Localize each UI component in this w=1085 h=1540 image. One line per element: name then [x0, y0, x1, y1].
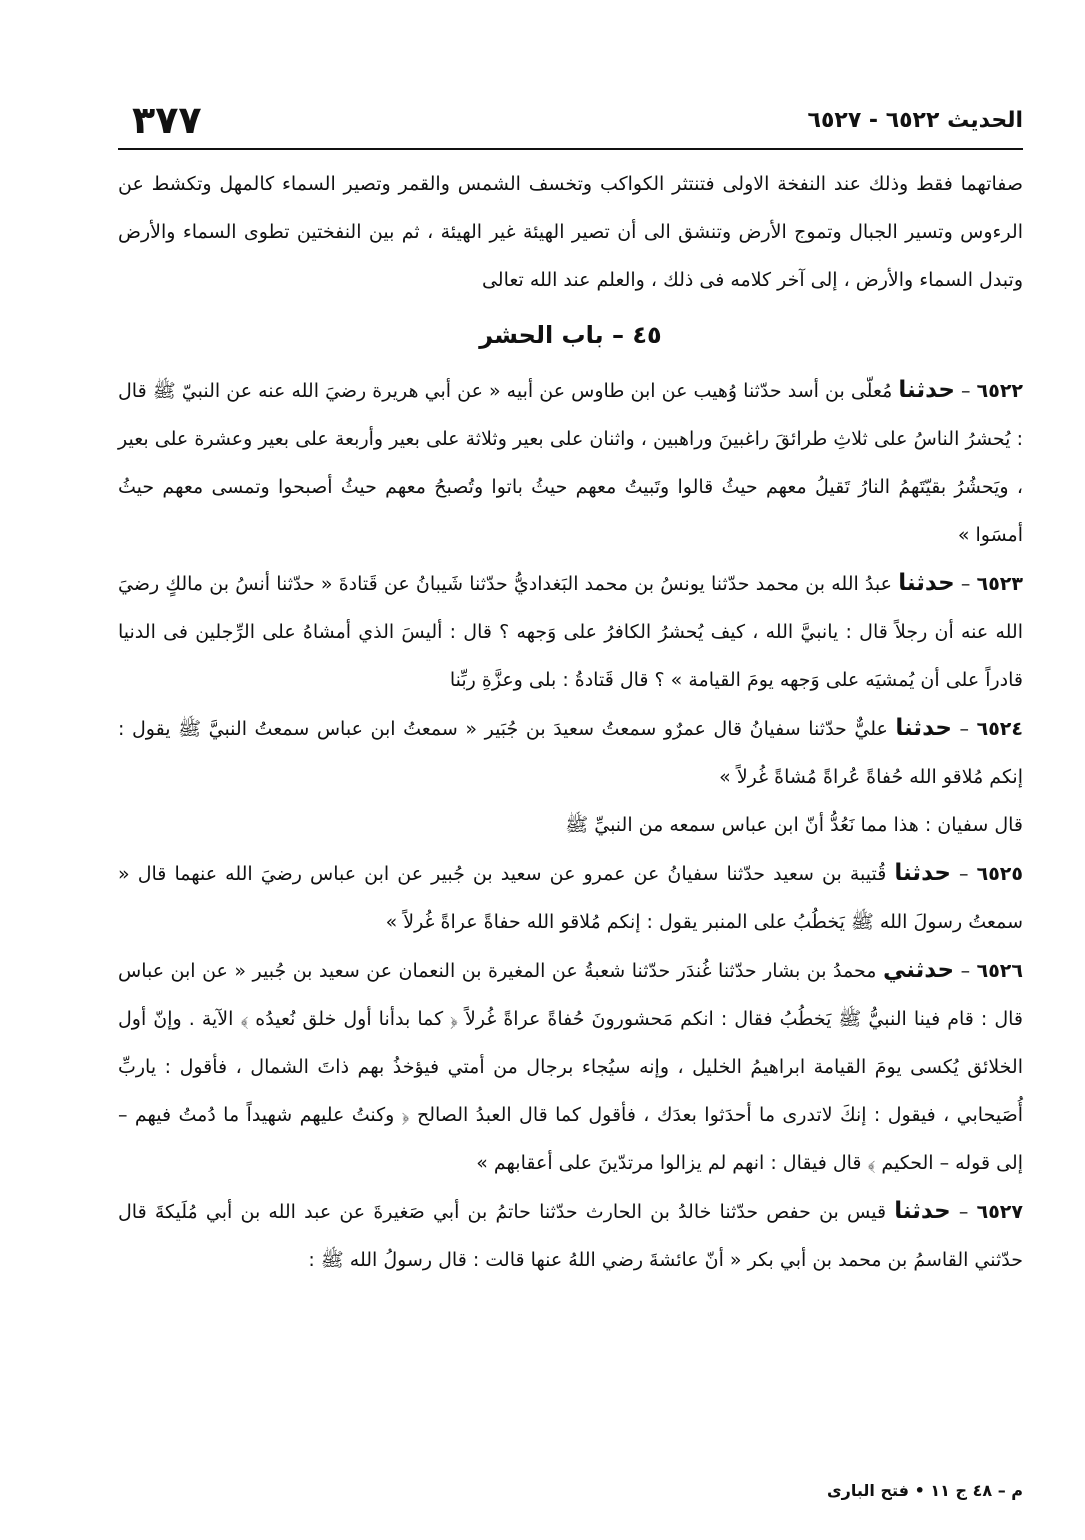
body-text: [118, 160, 1023, 1284]
hadith-opener: حدثنا: [895, 715, 952, 741]
hadith-paragraph: ٦٥٢٦ – حدثني محمدُ بن بشار حدّثنا غُندَر حدّثنا شعبةُ عن المغيرة بن النعمان عن سعيد بن جُبير « عن ابن عباس قال : قام فينا النبيُّ ﷺ يَخطُبُ فقال : انكم مَحشورونَ حُفاةً عراةً غُرلاً ﴿ كما بدأنا أول خلق نُعيدُه ﴾ الآية . وإنّ أول الخلائق يُكسى يومَ القيامة ابراهيمُ الخليل ، وإنه سيُجاء برجال من أمتي فيؤخذُ بهم ذاتَ الشمال ، فأقول : ياربِّ أُصَيحابي ، فيقول : إنكَ لاتدرى ما أحدَثوا بعدَك ، فأقول كما قال العبدُ الصالح ﴿ وكنتُ عليهم شهيداً ما دُمتُ فيهم – إلى قوله – الحكيم ﴾ قال فيقال : انهم لم يزالوا مرتدّينَ على أعقابهم »: [118, 957, 1023, 1174]
sufyan-note-text: قال سفيان : هذا مما نَعُدُّ أنّ ابن عباس سمعه من النبيِّ ﷺ: [565, 814, 1023, 836]
book-page: [118, 96, 1023, 1500]
hadith-text: قُتيبة بن سعيد حدّثنا سفيانُ عن عمرو عن سعيد بن جُبير عن ابن عباس رضيَ الله عنهما قال « سمعتُ رسولَ الله ﷺ يَخطُبُ على المنبر يقول : إنكم مُلاقو الله حفاةً عراةً غُرلاً »: [118, 863, 1023, 933]
hadith-text: مُعلّى بن أسد حدّثنا وُهيب عن ابن طاوس عن أبيه « عن أبي هريرة رضيَ الله عنه عن النبيّ ﷺ قال : يُحشرُ الناسُ على ثلاثِ طرائقَ راغبينَ وراهبين ، واثنان على بعير وثلاثة على بعير وأربعة على بعير وعشرة على بعير ، ويَحشُرُ بقيّتَهمُ النارُ تَقيلُ معهم حيثُ قالوا وتَبيتُ معهم حيثُ باتوا وتُصبحُ معهم حيثُ أصبحوا وتمسى معهم حيثُ أمسَوا »: [118, 380, 1023, 546]
hadith-text: عبدُ الله بن محمد حدّثنا يونسُ بن محمد البَغداديُّ حدّثنا شَيبانُ عن قَتادةَ « حدّثنا أنسُ بن مالكٍ رضيَ الله عنه أن رجلاً قال : يانبيَّ الله ، كيف يُحشرُ الكافرُ على وَجهه ؟ قال : أليسَ الذي أمشاهُ على الرِّجلين فى الدنيا قادراً على أن يُمشيَه على وَجهه يومَ القيامة » ؟ قال قَتادةُ : بلى وعزَّةِ ربِّنا: [118, 573, 1023, 691]
hadith-paragraph: ٦٥٢٣ – حدثنا عبدُ الله بن محمد حدّثنا يونسُ بن محمد البَغداديُّ حدّثنا شَيبانُ عن قَتادةَ « حدّثنا أنسُ بن مالكٍ رضيَ الله عنه أن رجلاً قال : يانبيَّ الله ، كيف يُحشرُ الكافرُ على وَجهه ؟ قال : أليسَ الذي أمشاهُ على الرِّجلين فى الدنيا قادراً على أن يُمشيَه على وَجهه يومَ القيامة » ؟ قال قَتادةُ : بلى وعزَّةِ ربِّنا: [118, 570, 1023, 691]
hadith-number: ٦٥٢٢: [976, 380, 1024, 402]
intro-paragraph: صفاتهما فقط وذلك عند النفخة الاولى فتنتثر الكواكب وتخسف الشمس والقمر وتصير السماء كالمهل وتكشط عن الرءوس وتسير الجبال وتموج الأرض وتنشق الى أن تصير الهيئة غير الهيئة ، ثم بين النفختين تطوى السماء والأرض وتبدل السماء والأرض ، إلى آخر كلامه فى ذلك ، والعلم عند الله تعالى: [118, 173, 1023, 291]
hadith-paragraph: ٦٥٢٧ – حدثنا قيس بن حفص حدّثنا خالدُ بن الحارث حدّثنا حاتمُ بن أبي صَغيرةَ عن عبد الله بن أبي مُلَيكةَ قال حدّثني القاسمُ بن محمد بن أبي بكر « أنّ عائشةَ رضي اللهُ عنها قالت : قال رسولُ الله ﷺ :: [118, 1198, 1023, 1271]
hadith-opener: حدثنا: [898, 570, 955, 596]
hadith-opener: حدثني: [882, 957, 955, 983]
hadith-number: ٦٥٢٥: [976, 863, 1023, 885]
printer-signature: م – ٤٨ ج ١١ • فتح البارى: [827, 1481, 1023, 1500]
hadith-text: قيس بن حفص حدّثنا خالدُ بن الحارث حدّثنا حاتمُ بن أبي صَغيرةَ عن عبد الله بن أبي مُلَيكةَ قال حدّثني القاسمُ بن محمد بن أبي بكر « أنّ عائشةَ رضي اللهُ عنها قالت : قال رسولُ الله ﷺ :: [118, 1201, 1023, 1271]
running-title: الحديث ٦٥٢٢ - ٦٥٢٧: [807, 108, 1023, 133]
hadith-number: ٦٥٢٤: [976, 718, 1023, 740]
page-header: [118, 96, 1023, 148]
hadith-text: محمدُ بن بشار حدّثنا غُندَر حدّثنا شعبةُ عن المغيرة بن النعمان عن سعيد بن جُبير « عن ابن عباس قال : قام فينا النبيُّ ﷺ يَخطُبُ فقال : انكم مَحشورونَ حُفاةً عراةً غُرلاً ﴿ كما بدأنا أول خلق نُعيدُه ﴾ الآية . وإنّ أول الخلائق يُكسى يومَ القيامة ابراهيمُ الخليل ، وإنه سيُجاء برجال من أمتي فيؤخذُ بهم ذاتَ الشمال ، فأقول : ياربِّ أُصَيحابي ، فيقول : إنكَ لاتدرى ما أحدَثوا بعدَك ، فأقول كما قال العبدُ الصالح ﴿ وكنتُ عليهم شهيداً ما دُمتُ فيهم – إلى قوله – الحكيم ﴾ قال فيقال : انهم لم يزالوا مرتدّينَ على أعقابهم »: [118, 960, 1023, 1174]
chapter-title: ٤٥ – باب الحشر: [479, 321, 662, 349]
page-number: ٣٧٧: [132, 98, 202, 142]
hadith-paragraph: ٦٥٢٥ – حدثنا قُتيبة بن سعيد حدّثنا سفيانُ عن عمرو عن سعيد بن جُبير عن ابن عباس رضيَ الله عنهما قال « سمعتُ رسولَ الله ﷺ يَخطُبُ على المنبر يقول : إنكم مُلاقو الله حفاةً عراةً غُرلاً »: [118, 860, 1023, 933]
hadith-text: عليٌّ حدّثنا سفيانُ قال عمرٌو سمعتُ سعيدَ بن جُبَير « سمعتُ ابن عباس سمعتُ النبيَّ ﷺ يقول : إنكم مُلاقو الله حُفاةً عُراةً مُشاةً غُرلاً »: [118, 718, 1023, 788]
hadith-number: ٦٥٢٣: [976, 573, 1023, 595]
hadith-opener: حدثنا: [894, 860, 951, 886]
hadith-opener: حدثنا: [898, 377, 955, 403]
hadith-number: ٦٥٢٧: [976, 1201, 1023, 1223]
header-rule: [118, 148, 1023, 150]
hadith-paragraph: ٦٥٢٤ – حدثنا عليٌّ حدّثنا سفيانُ قال عمرٌو سمعتُ سعيدَ بن جُبَير « سمعتُ ابن عباس سمعتُ النبيَّ ﷺ يقول : إنكم مُلاقو الله حُفاةً عُراةً مُشاةً غُرلاً »: [118, 715, 1023, 788]
hadith-number: ٦٥٢٦: [976, 960, 1023, 982]
hadith-paragraph: ٦٥٢٢ – حدثنا مُعلّى بن أسد حدّثنا وُهيب عن ابن طاوس عن أبيه « عن أبي هريرة رضيَ الله عنه عن النبيّ ﷺ قال : يُحشرُ الناسُ على ثلاثِ طرائقَ راغبينَ وراهبين ، واثنان على بعير وثلاثة على بعير وأربعة على بعير وعشرة على بعير ، ويَحشُرُ بقيّتَهمُ النارُ تَقيلُ معهم حيثُ قالوا وتَبيتُ معهم حيثُ باتوا وتُصبحُ معهم حيثُ أصبحوا وتمسى معهم حيثُ أمسَوا »: [118, 377, 1024, 546]
sufyan-note: [118, 801, 1023, 849]
hadith-opener: حدثنا: [894, 1198, 951, 1224]
